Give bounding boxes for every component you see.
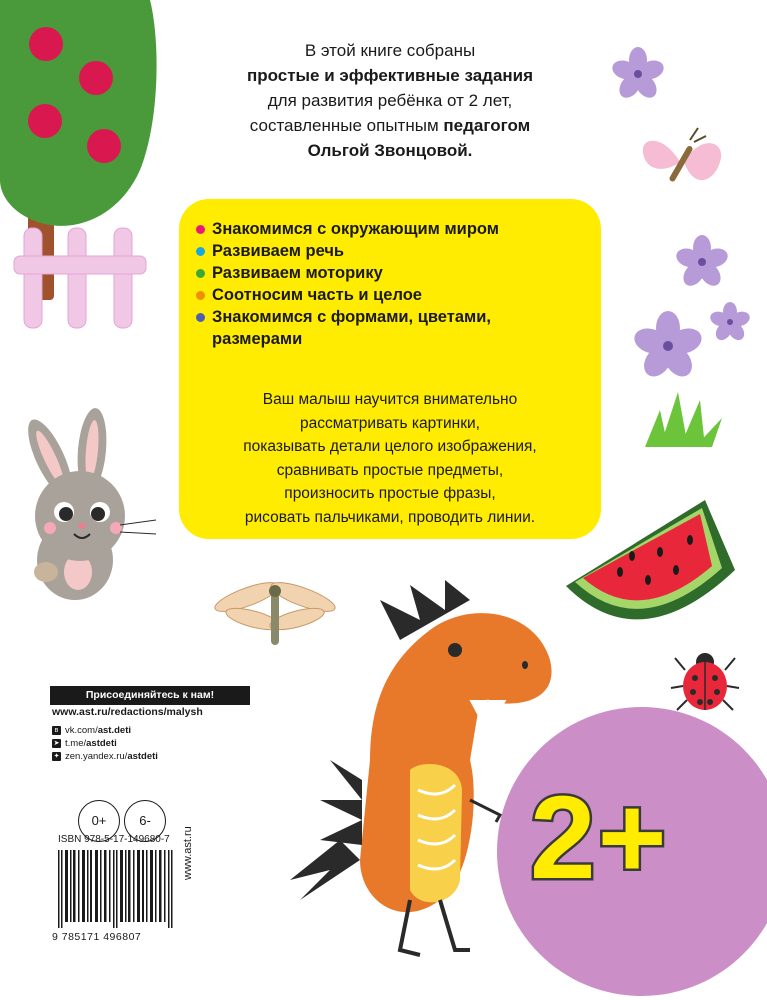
vk-icon: в xyxy=(52,726,61,735)
isbn-number: ISBN 978-5-17-149680-7 xyxy=(58,834,170,845)
intro-line: для развития ребёнка от 2 лет, xyxy=(267,91,513,110)
website-link[interactable]: www.ast.ru/redactions/malysh xyxy=(52,706,203,718)
intro-highlight: простые и эффективные задания xyxy=(246,66,534,85)
bullet-dot-icon xyxy=(196,225,205,234)
age-mark: 6- xyxy=(124,800,166,842)
list-item xyxy=(196,306,512,350)
link-prefix: zen.yandex.ru/ xyxy=(65,751,128,762)
telegram-icon: ➤ xyxy=(53,740,60,747)
description-line: Ваш малыш научится внимательно xyxy=(262,391,518,408)
zen-icon: ✦ xyxy=(53,753,60,760)
author-name: Ольгой Звонцовой. xyxy=(307,141,473,160)
flower-icon xyxy=(610,47,752,382)
butterfly-icon xyxy=(643,128,721,183)
social-link-vk[interactable] xyxy=(52,725,131,736)
bullet-dot-icon xyxy=(196,269,205,278)
list-item-label: Соотносим часть и целое xyxy=(212,286,422,304)
link-prefix: t.me/ xyxy=(65,738,87,749)
description-text xyxy=(200,388,580,529)
grass-icon xyxy=(645,392,722,447)
vertical-website: www.ast.ru xyxy=(182,826,194,880)
list-item xyxy=(196,262,596,284)
barcode-digits: 9 785171 496807 xyxy=(52,931,142,943)
intro-text xyxy=(200,38,580,163)
link-handle: ast.deti xyxy=(97,725,131,736)
barcode xyxy=(56,850,176,928)
list-item-label: Знакомимся с окружающим миром xyxy=(212,220,499,238)
bullet-dot-icon xyxy=(196,247,205,256)
join-banner: Присоединяйтесь к нам! xyxy=(50,686,250,705)
link-handle: astdeti xyxy=(86,738,117,749)
list-item xyxy=(196,240,596,262)
list-item xyxy=(196,284,596,306)
bullet-dot-icon xyxy=(196,313,205,322)
list-item-label: Развиваем речь xyxy=(212,242,345,260)
bunny-illustration xyxy=(20,407,156,600)
description-line: рассматривать картинки, xyxy=(300,414,480,432)
dragonfly-icon xyxy=(212,577,338,645)
social-link-telegram[interactable] xyxy=(52,738,117,749)
age-badge-label: 2+ xyxy=(530,772,669,904)
bullet-dot-icon xyxy=(196,291,205,300)
age-mark: 0+ xyxy=(78,800,120,842)
description-line: сравнивать простые предметы, xyxy=(276,461,504,479)
description-line: показывать детали целого изображения, xyxy=(243,438,537,455)
description-line: рисовать пальчиками, проводить линии. xyxy=(244,508,536,526)
intro-highlight: педагогом xyxy=(443,116,531,135)
intro-line: составленные опытным xyxy=(249,116,444,135)
ladybug-icon xyxy=(671,653,739,710)
social-link-zen[interactable] xyxy=(52,751,158,762)
list-item-label: Знакомимся с формами, цветами, размерами xyxy=(212,308,491,348)
list-item xyxy=(196,218,596,240)
link-prefix: vk.com/ xyxy=(65,725,98,736)
link-handle: astdeti xyxy=(127,751,158,762)
intro-line: В этой книге собраны xyxy=(304,41,476,60)
fence-illustration xyxy=(14,228,146,328)
description-line: произносить простые фразы, xyxy=(284,485,496,502)
skills-list xyxy=(196,218,596,350)
list-item-label: Развиваем моторику xyxy=(212,264,383,282)
